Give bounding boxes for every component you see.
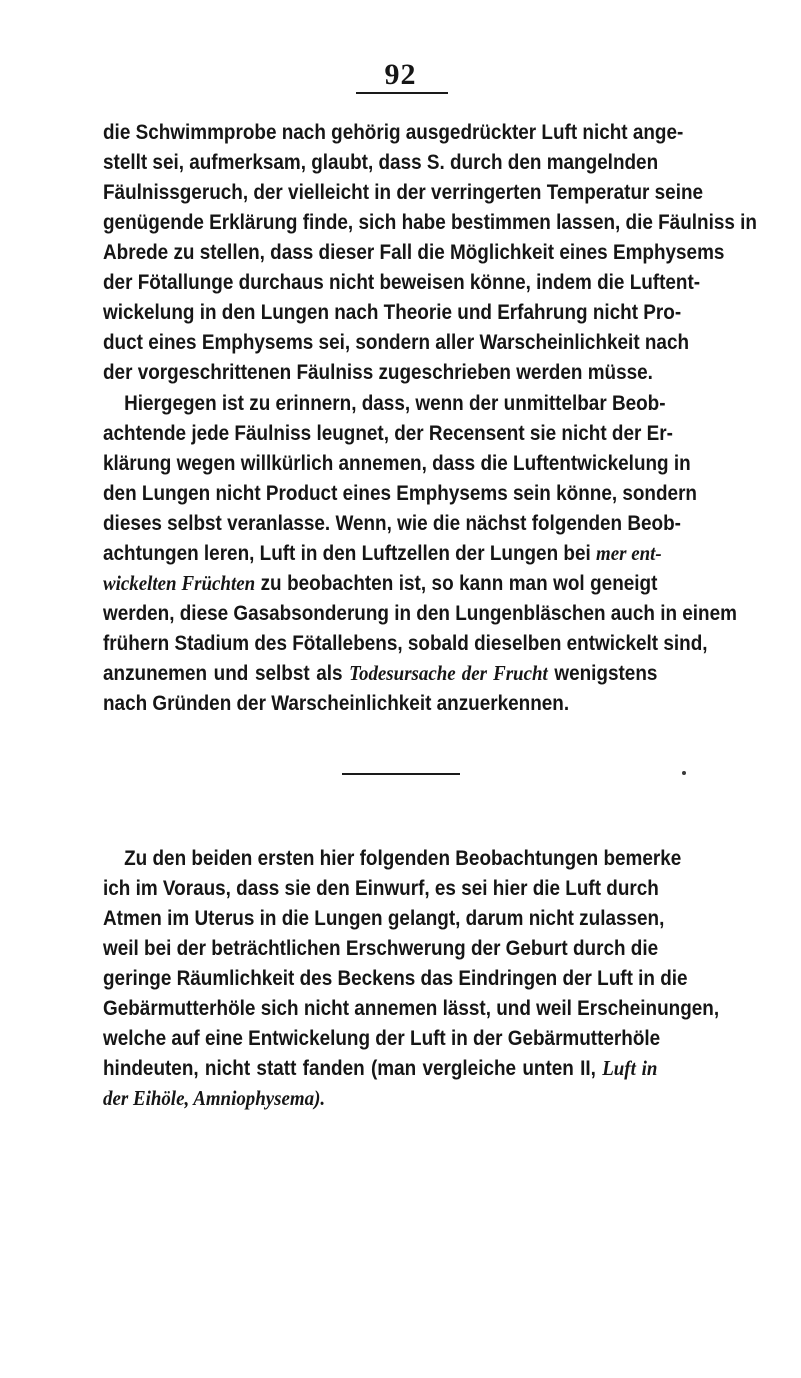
text-line (103, 1083, 657, 1113)
text-line: Hiergegen ist zu erinnern, dass, wenn der unmittelbar Beob- (124, 391, 666, 415)
page-number: 92 (384, 58, 417, 91)
text-line (103, 658, 657, 688)
paragraph-3 (103, 843, 720, 1113)
italic-text: mer ent- (595, 541, 662, 565)
italic-text: der Eihöle, Amniophysema). (103, 1086, 326, 1110)
paragraph-2 (103, 388, 737, 718)
text-line: Fäulnissgeruch, der vielleicht in der verringerten Temperatur seine (103, 180, 704, 204)
text-line: frühern Stadium des Fötallebens, sobald dieselben entwickelt sind, (103, 631, 708, 655)
text-line: der Fötallunge durchaus nicht beweisen könne, indem die Luftent- (103, 270, 701, 294)
text-line: die Schwimmprobe nach gehörig ausgedrückter Luft nicht ange- (103, 120, 684, 144)
section-divider (342, 773, 460, 775)
text-line: Abrede zu stellen, dass dieser Fall die Möglichkeit eines Emphysems (103, 240, 725, 264)
paragraph-1 (103, 117, 757, 387)
text-line (103, 1053, 657, 1083)
text-line: achtende jede Fäulniss leugnet, der Recensent sie nicht der Er- (103, 421, 673, 445)
text-line: Zu den beiden ersten hier folgenden Beobachtungen bemerke (124, 846, 682, 870)
text-line: den Lungen nicht Product eines Emphysems sein könne, sondern (103, 481, 697, 505)
text-run: zu beobachten ist, so kann man wol geneigt (255, 571, 658, 595)
text-line: nach Gründen der Warscheinlichkeit anzuerkennen. (103, 691, 570, 715)
text-line: werden, diese Gasabsonderung in den Lungenbläschen auch in einem (103, 601, 737, 625)
text-line: ich im Voraus, dass sie den Einwurf, es sei hier die Luft durch (103, 876, 659, 900)
text-line (103, 568, 657, 598)
text-line (103, 538, 662, 568)
page-number-rule (356, 92, 448, 94)
text-line: genügende Erklärung finde, sich habe bestimmen lassen, die Fäulniss in (103, 210, 757, 234)
text-line: welche auf eine Entwickelung der Luft in der Gebärmutterhöle (103, 1026, 661, 1050)
text-line: Gebärmutterhöle sich nicht annemen lässt, und weil Erscheinungen, (103, 996, 720, 1020)
text-line: dieses selbst veranlasse. Wenn, wie die nächst folgenden Beob- (103, 511, 681, 535)
text-line: stellt sei, aufmerksam, glaubt, dass S. durch den mangelnden (103, 150, 659, 174)
italic-text: wickelten Früchten (103, 571, 256, 595)
text-line: klärung wegen willkürlich annemen, dass die Luftentwickelung in (103, 451, 691, 475)
text-run: anzunemen und selbst als (103, 661, 350, 685)
text-line: wickelung in den Lungen nach Theorie und Erfahrung nicht Pro- (103, 300, 682, 324)
text-line: der vorgeschrittenen Fäulniss zugeschrieben werden müsse. (103, 360, 653, 384)
text-run: wenigstens (547, 661, 658, 685)
text-line: weil bei der beträchtlichen Erschwerung der Geburt durch die (103, 936, 659, 960)
text-run: hindeuten, nicht statt fanden (man vergleiche unten II, (103, 1056, 603, 1080)
text-line: Atmen im Uterus in die Lungen gelangt, darum nicht zulassen, (103, 906, 665, 930)
text-run: achtungen leren, Luft in den Luftzellen der Lungen bei (103, 541, 596, 565)
italic-text: Luft in (602, 1056, 658, 1080)
text-line: geringe Räumlichkeit des Beckens das Eindringen der Luft in die (103, 966, 688, 990)
italic-text: Todesursache der Frucht (349, 661, 548, 685)
ink-dot (682, 771, 686, 775)
text-line: duct eines Emphysems sei, sondern aller Warscheinlichkeit nach (103, 330, 690, 354)
